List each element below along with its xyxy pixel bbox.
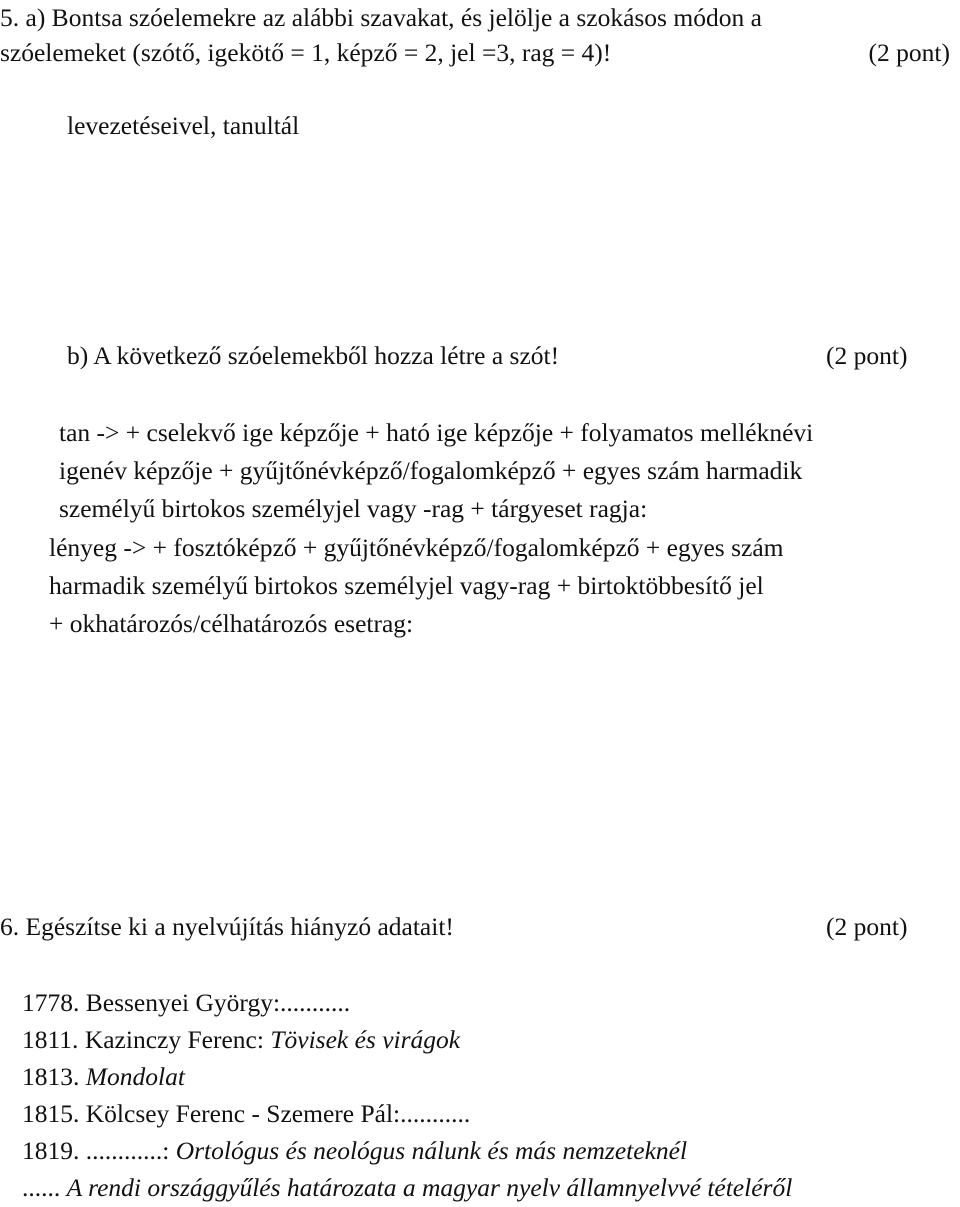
q5b-item2-line-1: lényeg -> + fosztóképző + gyűjtőnévképző/fogalomképző + egyes szám	[49, 533, 784, 562]
q6-entry-year: 1813.	[22, 1062, 80, 1091]
q5-intro-line-2: szóelemeket (szótő, igekötő = 1, képző = 2, jel =3, rag = 4)!	[0, 38, 612, 67]
q6-entry-text: Kölcsey Ferenc - Szemere Pál:...........	[79, 1099, 471, 1128]
q5-intro-line-1: 5. a) Bontsa szóelemekre az alábbi szavakat, és jelölje a szokásos módon a	[0, 3, 762, 32]
q6-entry-text: Bessenyei György:...........	[79, 988, 351, 1017]
q6-entry	[22, 1022, 460, 1057]
q6-entry-text: Kazinczy Ferenc:	[78, 1025, 271, 1054]
q5b-item1-line-1: tan -> + cselekvő ige képzője + ható ige képzője + folyamatos melléknévi	[59, 418, 814, 447]
q6-entry-text: ............:	[79, 1136, 176, 1165]
q6-prompt: 6. Egészítse ki a nyelvújítás hiányzó adatait!	[0, 912, 454, 941]
q5b-prompt: b) A következő szóelemekből hozza létre a szót!	[67, 341, 560, 370]
q6-entry	[22, 1059, 185, 1094]
q6-entry-year: 1811.	[22, 1025, 79, 1054]
q6-entry-year: 1778.	[22, 988, 80, 1017]
q5a-points: (2 pont)	[868, 38, 950, 67]
q6-entry	[22, 985, 350, 1020]
q6-entry-title: Tövisek és virágok	[270, 1025, 461, 1054]
q5b-item1-line-2: igenév képzője + gyűjtőnévképző/fogalomképző + egyes szám harmadik	[59, 456, 803, 485]
q6-entry-year: 1819.	[22, 1136, 80, 1165]
q6-entry-year: ......	[22, 1173, 61, 1202]
q6-entry-title: Mondolat	[85, 1062, 185, 1091]
q5-intro-row	[0, 35, 950, 70]
q6-entry-year: 1815.	[22, 1099, 80, 1128]
q5b-item2-line-3: + okhatározós/célhatározós esetrag:	[49, 609, 414, 638]
q6-entry-title: Ortológus és neológus nálunk és más nemzeteknél	[175, 1136, 688, 1165]
q6-entry	[22, 1133, 687, 1168]
q5-words: levezetéseivel, tanultál	[67, 111, 300, 140]
q6-entry-title: A rendi országgyűlés határozata a magyar nyelv államnyelvvé tételéről	[66, 1173, 793, 1202]
q5b-item2-line-2: harmadik személyű birtokos személyjel vagy-rag + birtoktöbbesítő jel	[49, 571, 764, 600]
q6-entry	[22, 1096, 470, 1131]
q5b-points: (2 pont)	[826, 341, 908, 370]
q6-points: (2 pont)	[826, 912, 908, 941]
q5b-item1-line-3: személyű birtokos személyjel vagy -rag + tárgyeset ragja:	[59, 494, 648, 523]
q6-entry	[22, 1170, 792, 1205]
